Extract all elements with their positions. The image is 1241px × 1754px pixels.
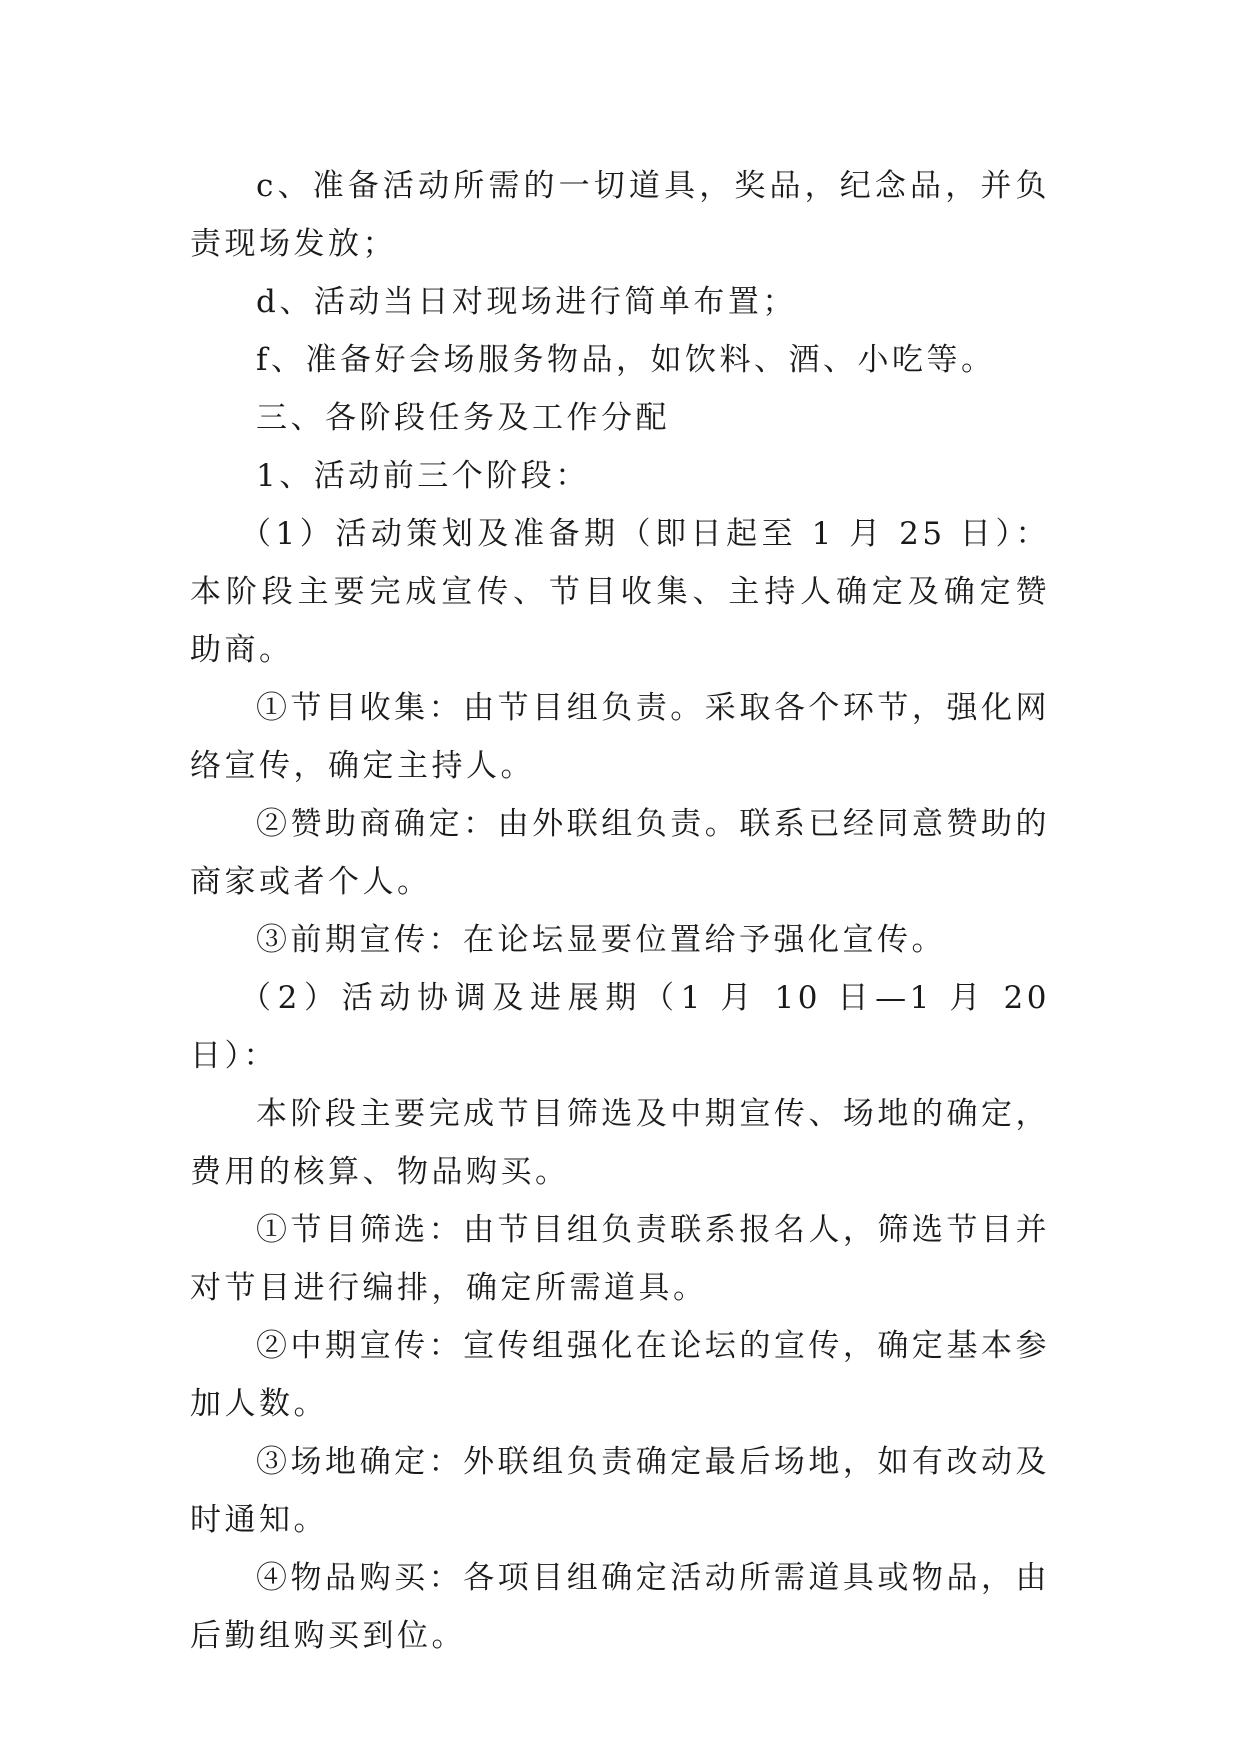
item-program-screening: ①节目筛选：由节目组负责联系报名人，筛选节目并对节目进行编排，确定所需道具。 bbox=[190, 1212, 1050, 1306]
section-heading-stage-tasks: 三、各阶段任务及工作分配 bbox=[256, 400, 670, 436]
item-venue-confirmation: ③场地确定：外联组负责确定最后场地，如有改动及时通知。 bbox=[190, 1444, 1050, 1538]
item-goods-purchase: ④物品购买：各项目组确定活动所需道具或物品，由后勤组购买到位。 bbox=[190, 1560, 1050, 1654]
stage-2-summary: 本阶段主要完成节目筛选及中期宣传、场地的确定，费用的核算、物品购买。 bbox=[190, 1096, 1050, 1190]
document-body bbox=[190, 157, 1050, 1665]
paragraph-f-service-items: f、准备好会场服务物品，如饮料、酒、小吃等。 bbox=[256, 342, 996, 378]
item-program-collection: ①节目收集：由节目组负责。采取各个环节，强化网络宣传，确定主持人。 bbox=[190, 690, 1050, 784]
item-mid-term-promotion: ②中期宣传：宣传组强化在论坛的宣传，确定基本参加人数。 bbox=[190, 1328, 1050, 1422]
item-sponsor-confirmation: ②赞助商确定：由外联组负责。联系已经同意赞助的商家或者个人。 bbox=[190, 806, 1050, 900]
paragraph-d-venue-setup: d、活动当日对现场进行简单布置； bbox=[256, 284, 797, 320]
paragraph-c-props-prizes: c、准备活动所需的一切道具，奖品，纪念品，并负责现场发放； bbox=[190, 168, 1050, 262]
item-early-promotion: ③前期宣传：在论坛显要位置给予强化宣传。 bbox=[256, 922, 946, 958]
subheading-pre-event-stages: 1、活动前三个阶段： bbox=[256, 458, 590, 494]
stage-1-planning-preparation: （1）活动策划及准备期（即日起至 1 月 25 日）：本阶段主要完成宣传、节目收集、主持人确定及确定赞助商。 bbox=[190, 516, 1050, 668]
stage-2-coordination-progress: （2）活动协调及进展期（1 月 10 日—1 月 20 日）： bbox=[190, 980, 1050, 1074]
